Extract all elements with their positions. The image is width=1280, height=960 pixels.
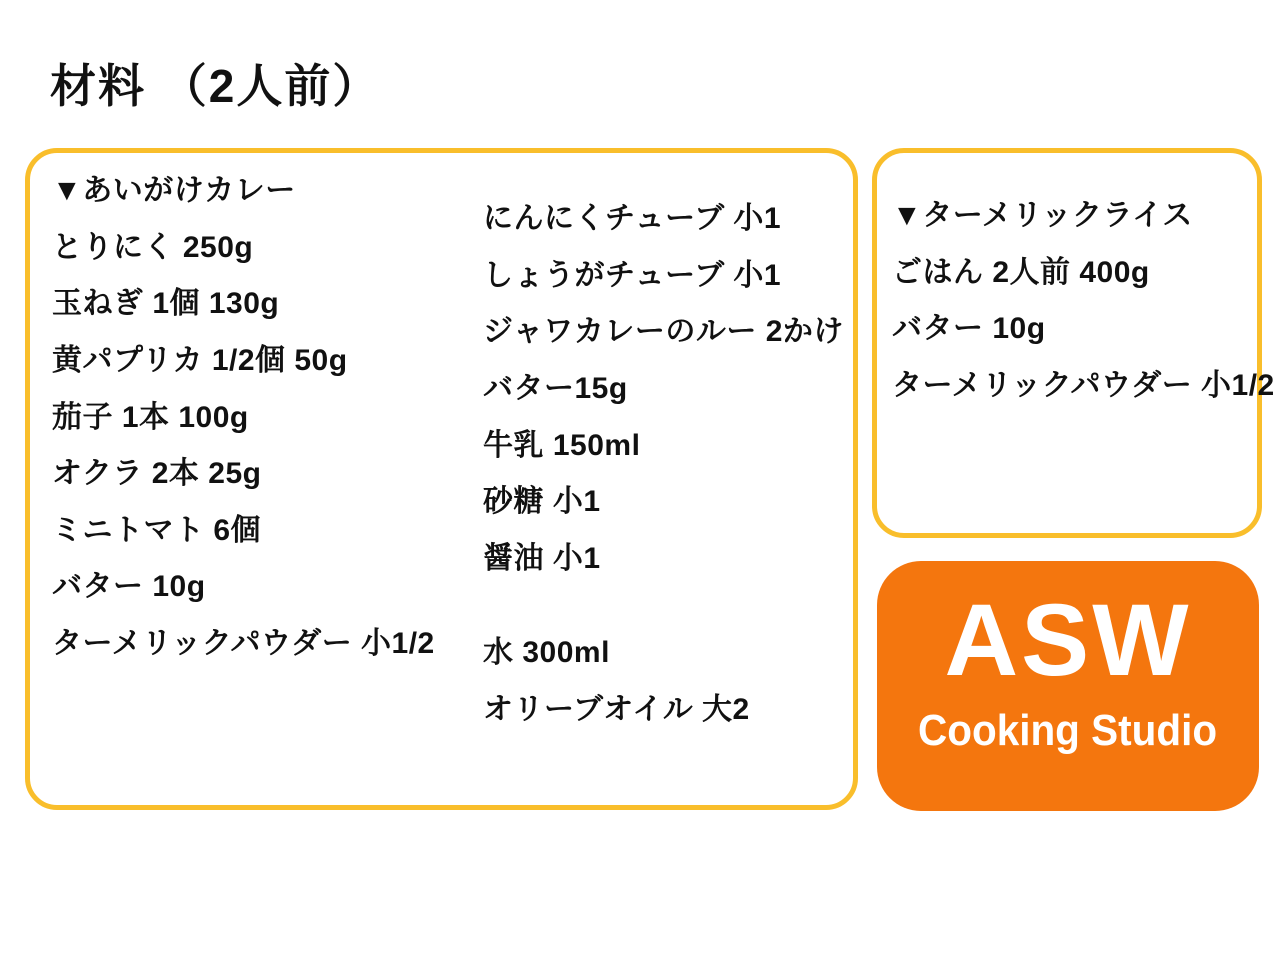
ingredient-item: バター 10g [52, 570, 206, 604]
ingredient-item: ミニトマト 6個 [52, 513, 262, 547]
ingredient-item: 醤油 小1 [483, 541, 601, 575]
asw-cooking-studio-logo [877, 561, 1259, 811]
ingredient-item: ごはん 2人前 400g [892, 255, 1150, 289]
ingredient-item: ジャワカレーのルー 2かけ [483, 315, 844, 349]
ingredient-item: オクラ 2本 25g [52, 457, 262, 491]
ingredient-item: バター 10g [892, 312, 1046, 346]
logo-acronym: ASW [944, 583, 1192, 697]
ingredient-item: 砂糖 小1 [483, 485, 601, 519]
curry-section-header: ▼あいがけカレー [52, 174, 296, 208]
ingredient-item: ターメリックパウダー 小1/2 [892, 369, 1275, 403]
ingredient-item: 水 300ml [483, 636, 610, 670]
ingredient-item: 玉ねぎ 1個 130g [52, 287, 280, 321]
ingredient-item: バター15g [483, 372, 628, 406]
ingredient-item: ターメリックパウダー 小1/2 [52, 627, 435, 661]
logo-subtitle: Cooking Studio [918, 706, 1218, 755]
ingredient-item: にんにくチューブ 小1 [483, 202, 782, 236]
curry-ingredients-column-1 [52, 159, 435, 668]
curry-ingredients-column-2 [483, 187, 844, 734]
ingredient-item: とりにく 250g [52, 230, 254, 264]
rice-ingredients-column [892, 184, 1275, 410]
page-title: 材料 （2人前） [50, 60, 381, 112]
ingredient-item: オリーブオイル 大2 [483, 693, 750, 727]
ingredient-item: 牛乳 150ml [483, 428, 641, 462]
ingredient-item: しょうがチューブ 小1 [483, 258, 782, 292]
rice-section-header: ▼ターメリックライス [892, 199, 1193, 233]
ingredient-item: 茄子 1本 100g [52, 400, 249, 434]
ingredient-item: 黄パプリカ 1/2個 50g [52, 344, 348, 378]
